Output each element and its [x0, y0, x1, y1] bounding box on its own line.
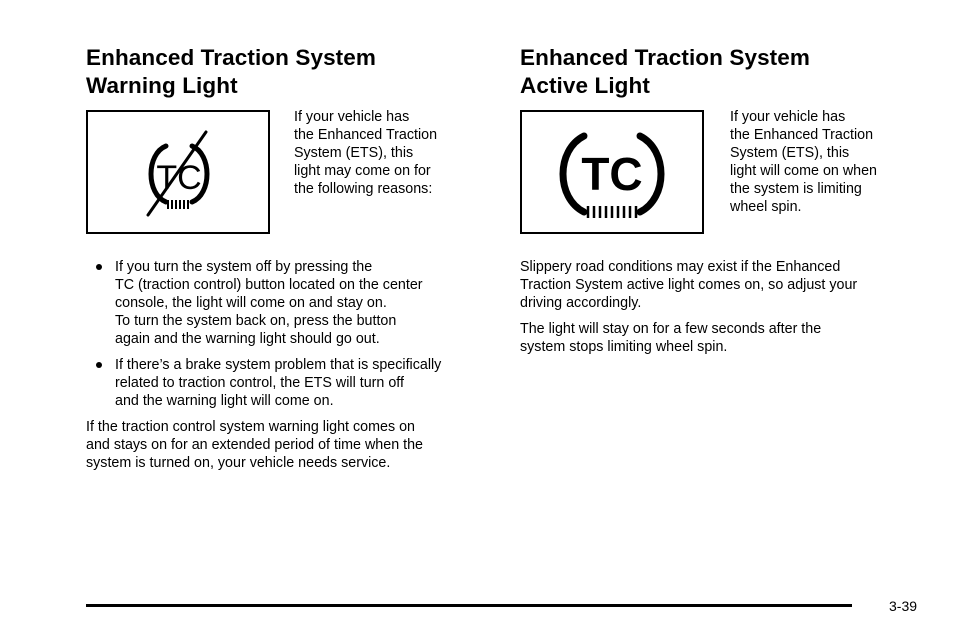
bullet-icon	[96, 264, 102, 270]
paragraph-line: Traction System active light comes on, so adjust your	[520, 277, 858, 293]
active-light-heading-line2: Active Light	[520, 73, 650, 98]
active-light-paragraph	[520, 258, 920, 312]
paragraph-line: system is turned on, your vehicle needs service.	[86, 455, 391, 471]
active-light-intro-line: the system is limiting	[730, 181, 862, 197]
active-light-body	[520, 258, 920, 356]
list-item	[86, 258, 496, 348]
footer-rule	[86, 604, 852, 607]
warning-light-heading	[86, 44, 496, 100]
paragraph-line: The light will stay on for a few seconds after the	[520, 321, 822, 337]
warning-light-heading-line2: Warning Light	[86, 73, 238, 98]
traction-control-active-icon-label: TC	[581, 148, 643, 200]
active-light-icon-box	[520, 110, 704, 234]
list-item-line: TC (traction control) button located on the center	[115, 277, 423, 293]
warning-light-intro-line: the following reasons:	[294, 181, 433, 197]
active-light-intro-line: light will come on when	[730, 163, 878, 179]
warning-light-intro-line: light may come on for	[294, 163, 431, 179]
warning-light-intro-line: the Enhanced Traction	[294, 127, 438, 143]
paragraph-line: system stops limiting wheel spin.	[520, 339, 728, 355]
active-light-intro-line: System (ETS), this	[730, 145, 850, 161]
traction-control-off-icon-label: TC	[156, 159, 202, 197]
active-light-intro-line: the Enhanced Traction	[730, 127, 874, 143]
list-item-line: To turn the system back on, press the button	[115, 313, 397, 329]
warning-light-intro	[294, 108, 494, 198]
active-light-intro-line: wheel spin.	[730, 199, 802, 215]
list-item	[86, 356, 496, 410]
warning-light-service-paragraph	[86, 418, 496, 472]
warning-light-figure-row	[86, 110, 496, 238]
active-light-heading-line1: Enhanced Traction System	[520, 45, 810, 70]
active-light-heading	[520, 44, 920, 100]
list-item-line: console, the light will come on and stay on.	[115, 295, 387, 311]
active-light-section	[520, 44, 920, 364]
warning-light-heading-line1: Enhanced Traction System	[86, 45, 376, 70]
list-item-line: If you turn the system off by pressing the	[115, 259, 373, 275]
active-light-figure-row	[520, 110, 920, 238]
warning-light-reasons-list	[86, 258, 496, 410]
warning-light-section	[86, 44, 496, 480]
traction-control-off-icon	[88, 112, 268, 232]
warning-light-intro-line: System (ETS), this	[294, 145, 414, 161]
paragraph-line: Slippery road conditions may exist if the Enhanced	[520, 259, 841, 275]
paragraph-line: and stays on for an extended period of time when the	[86, 437, 423, 453]
paragraph-line: driving accordingly.	[520, 295, 642, 311]
list-item-line: If there’s a brake system problem that is specifically	[115, 357, 442, 373]
active-light-paragraph	[520, 320, 920, 356]
warning-light-intro-line: If your vehicle has	[294, 109, 410, 125]
active-light-intro-line: If your vehicle has	[730, 109, 846, 125]
warning-light-icon-box	[86, 110, 270, 234]
active-light-intro	[730, 108, 920, 216]
traction-control-active-icon	[522, 112, 702, 232]
paragraph-line: If the traction control system warning light comes on	[86, 419, 415, 435]
page-number: 3-39	[889, 598, 918, 614]
bullet-icon	[96, 362, 102, 368]
list-item-line: again and the warning light should go out.	[115, 331, 380, 347]
list-item-line: and the warning light will come on.	[115, 393, 334, 409]
list-item-line: related to traction control, the ETS will turn off	[115, 375, 404, 391]
